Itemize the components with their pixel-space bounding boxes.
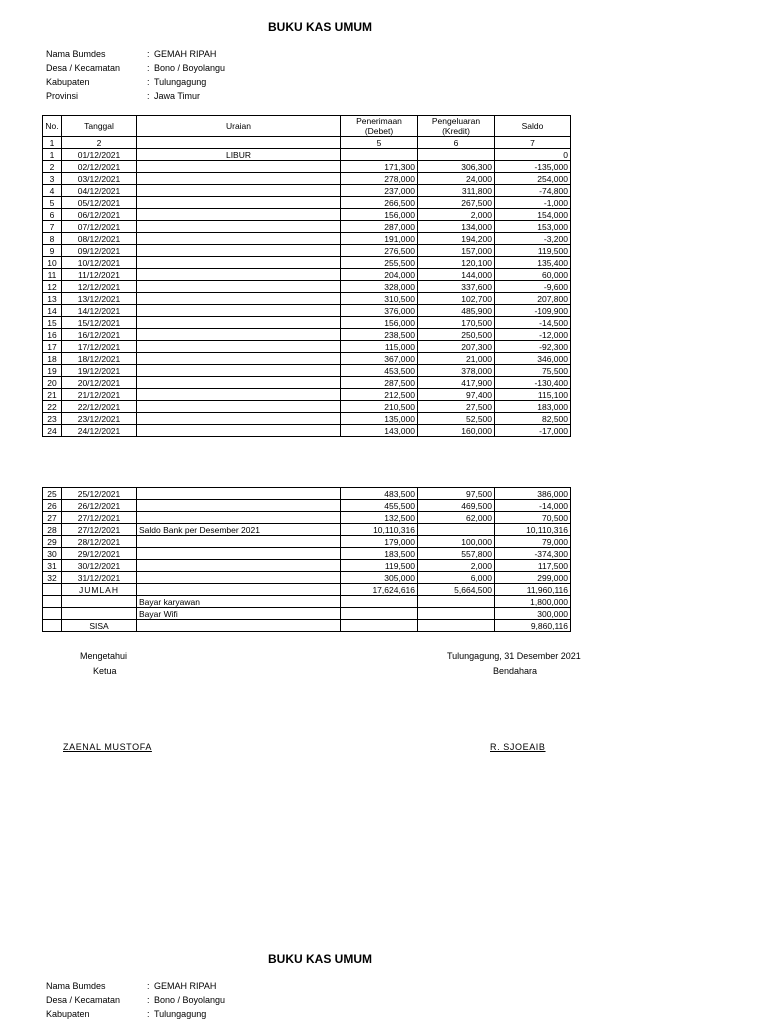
table-header-row — [43, 116, 571, 137]
row-pengeluaran: 6,000 — [418, 572, 495, 584]
row-penerimaan: 10,110,316 — [341, 524, 418, 536]
row-pengeluaran: 100,000 — [418, 536, 495, 548]
row-saldo: 60,000 — [495, 269, 571, 281]
row-penerimaan: 156,000 — [341, 209, 418, 221]
row-penerimaan: 453,500 — [341, 365, 418, 377]
row-saldo: 153,000 — [495, 221, 571, 233]
jumlah-saldo: 11,960,116 — [495, 584, 571, 596]
table-row — [43, 149, 571, 161]
table-row — [43, 269, 571, 281]
info-row — [46, 993, 225, 1007]
column-index-row — [43, 137, 571, 149]
row-date: 04/12/2021 — [62, 185, 137, 197]
jumlah-label: JUMLAH — [62, 584, 137, 596]
row-penerimaan — [341, 149, 418, 161]
row-description — [137, 512, 341, 524]
header-uraian: Uraian — [137, 116, 341, 137]
row-pengeluaran: 207,300 — [418, 341, 495, 353]
row-description — [137, 233, 341, 245]
row-date: 09/12/2021 — [62, 245, 137, 257]
table-row — [43, 353, 571, 365]
row-description — [137, 365, 341, 377]
row-number: 7 — [43, 221, 62, 233]
row-saldo: 82,500 — [495, 413, 571, 425]
row-number: 26 — [43, 500, 62, 512]
row-pengeluaran: 194,200 — [418, 233, 495, 245]
row-penerimaan: 455,500 — [341, 500, 418, 512]
signature-left-role: Ketua — [93, 666, 117, 676]
row-number: 6 — [43, 209, 62, 221]
signature-right-name: R. SJOEAIB — [490, 742, 546, 752]
row-penerimaan: 135,000 — [341, 413, 418, 425]
sisa-label: SISA — [62, 620, 137, 632]
row-saldo: -109,900 — [495, 305, 571, 317]
row-description — [137, 548, 341, 560]
row-date: 31/12/2021 — [62, 572, 137, 584]
row-number: 25 — [43, 488, 62, 500]
row-penerimaan: 115,000 — [341, 341, 418, 353]
row-pengeluaran: 157,000 — [418, 245, 495, 257]
row-date: 16/12/2021 — [62, 329, 137, 341]
info-separator: : — [147, 49, 150, 59]
table-row — [43, 512, 571, 524]
row-saldo: -74,800 — [495, 185, 571, 197]
row-date: 27/12/2021 — [62, 512, 137, 524]
row-penerimaan: 255,500 — [341, 257, 418, 269]
table-row — [43, 257, 571, 269]
row-saldo: 207,800 — [495, 293, 571, 305]
signature-right-place-date: Tulungagung, 31 Desember 2021 — [447, 651, 581, 661]
row-penerimaan: 237,000 — [341, 185, 418, 197]
row-date: 18/12/2021 — [62, 353, 137, 365]
row-number: 3 — [43, 173, 62, 185]
table-row — [43, 221, 571, 233]
row-date: 22/12/2021 — [62, 401, 137, 413]
row-number: 32 — [43, 572, 62, 584]
row-pengeluaran — [418, 524, 495, 536]
row-pengeluaran: 2,000 — [418, 209, 495, 221]
header-pengeluaran — [418, 116, 495, 137]
row-date: 27/12/2021 — [62, 524, 137, 536]
table-row — [43, 389, 571, 401]
row-penerimaan: 204,000 — [341, 269, 418, 281]
row-date: 26/12/2021 — [62, 500, 137, 512]
row-number: 17 — [43, 341, 62, 353]
row-penerimaan: 179,000 — [341, 536, 418, 548]
info-row — [46, 89, 225, 103]
table-row — [43, 413, 571, 425]
row-pengeluaran — [418, 149, 495, 161]
table-row — [43, 185, 571, 197]
row-pengeluaran: 24,000 — [418, 173, 495, 185]
info-separator: : — [147, 981, 150, 991]
row-date: 17/12/2021 — [62, 341, 137, 353]
extra-saldo: 1,800,000 — [495, 596, 571, 608]
row-pengeluaran: 170,500 — [418, 317, 495, 329]
row-description — [137, 377, 341, 389]
document-title: BUKU KAS UMUM — [268, 20, 372, 34]
table-row — [43, 173, 571, 185]
row-description — [137, 197, 341, 209]
row-number: 13 — [43, 293, 62, 305]
row-date: 08/12/2021 — [62, 233, 137, 245]
row-number: 22 — [43, 401, 62, 413]
table-row — [43, 197, 571, 209]
row-date: 21/12/2021 — [62, 389, 137, 401]
row-pengeluaran: 62,000 — [418, 512, 495, 524]
row-pengeluaran: 557,800 — [418, 548, 495, 560]
table-row — [43, 488, 571, 500]
table-row — [43, 317, 571, 329]
row-pengeluaran: 267,500 — [418, 197, 495, 209]
row-saldo: 183,000 — [495, 401, 571, 413]
row-date: 11/12/2021 — [62, 269, 137, 281]
ledger-body-part2 — [43, 488, 571, 584]
row-saldo: 115,100 — [495, 389, 571, 401]
row-date: 13/12/2021 — [62, 293, 137, 305]
row-description — [137, 221, 341, 233]
column-index: 6 — [418, 137, 495, 149]
row-date: 02/12/2021 — [62, 161, 137, 173]
row-pengeluaran: 378,000 — [418, 365, 495, 377]
row-description — [137, 281, 341, 293]
row-saldo: -9,600 — [495, 281, 571, 293]
row-description — [137, 389, 341, 401]
row-penerimaan: 287,000 — [341, 221, 418, 233]
row-saldo: -3,200 — [495, 233, 571, 245]
row-saldo: 10,110,316 — [495, 524, 571, 536]
header-pengeluaran-line2: (Kredit) — [442, 126, 470, 136]
row-penerimaan: 367,000 — [341, 353, 418, 365]
info-separator: : — [147, 91, 150, 101]
table-row — [43, 548, 571, 560]
row-saldo: 135,400 — [495, 257, 571, 269]
header-no: No. — [43, 116, 62, 137]
row-description — [137, 329, 341, 341]
row-saldo: 154,000 — [495, 209, 571, 221]
column-index: 7 — [495, 137, 571, 149]
row-number: 14 — [43, 305, 62, 317]
jumlah-row — [43, 584, 571, 596]
table-row — [43, 293, 571, 305]
signature-left-name: ZAENAL MUSTOFA — [63, 742, 152, 752]
row-date: 23/12/2021 — [62, 413, 137, 425]
row-pengeluaran: 417,900 — [418, 377, 495, 389]
row-date: 06/12/2021 — [62, 209, 137, 221]
signature-right-role: Bendahara — [493, 666, 538, 676]
row-saldo: 79,000 — [495, 536, 571, 548]
table-row — [43, 281, 571, 293]
row-saldo: 75,500 — [495, 365, 571, 377]
row-saldo: -135,000 — [495, 161, 571, 173]
row-description — [137, 413, 341, 425]
row-date: 19/12/2021 — [62, 365, 137, 377]
row-penerimaan: 328,000 — [341, 281, 418, 293]
info-value: Bono / Boyolangu — [154, 63, 226, 73]
header-pengeluaran-line1: Pengeluaran — [431, 116, 481, 126]
info-label: Provinsi — [46, 91, 79, 101]
ledger-body-part1 — [43, 149, 571, 437]
row-saldo: 119,500 — [495, 245, 571, 257]
row-number: 20 — [43, 377, 62, 389]
row-pengeluaran: 160,000 — [418, 425, 495, 437]
row-description — [137, 488, 341, 500]
table-row — [43, 209, 571, 221]
row-pengeluaran: 250,500 — [418, 329, 495, 341]
row-pengeluaran: 144,000 — [418, 269, 495, 281]
info-label: Desa / Kecamatan — [46, 63, 121, 73]
row-penerimaan: 132,500 — [341, 512, 418, 524]
row-number: 12 — [43, 281, 62, 293]
row-number: 9 — [43, 245, 62, 257]
row-saldo: 386,000 — [495, 488, 571, 500]
signature-left-title: Mengetahui — [80, 651, 128, 661]
info-value: Jawa Timur — [154, 91, 201, 101]
extra-row — [43, 596, 571, 608]
row-description — [137, 353, 341, 365]
row-description — [137, 293, 341, 305]
row-date: 14/12/2021 — [62, 305, 137, 317]
row-description — [137, 305, 341, 317]
table-row — [43, 500, 571, 512]
extra-row — [43, 608, 571, 620]
table-row — [43, 524, 571, 536]
table-row — [43, 233, 571, 245]
info-value: Tulungagung — [154, 77, 207, 87]
row-number: 10 — [43, 257, 62, 269]
row-saldo: 299,000 — [495, 572, 571, 584]
row-date: 10/12/2021 — [62, 257, 137, 269]
row-saldo: 346,000 — [495, 353, 571, 365]
row-pengeluaran: 485,900 — [418, 305, 495, 317]
header-penerimaan-line2: (Debet) — [364, 126, 394, 136]
ledger-table-part2 — [42, 487, 571, 632]
row-number: 31 — [43, 560, 62, 572]
row-number: 8 — [43, 233, 62, 245]
row-pengeluaran: 102,700 — [418, 293, 495, 305]
table-row — [43, 572, 571, 584]
info-row — [46, 47, 225, 61]
row-saldo: -17,000 — [495, 425, 571, 437]
row-pengeluaran: 97,500 — [418, 488, 495, 500]
info-label: Kabupaten — [46, 77, 90, 87]
page2-info-block — [46, 979, 225, 1021]
table-row — [43, 341, 571, 353]
info-separator: : — [147, 995, 150, 1005]
row-pengeluaran: 52,500 — [418, 413, 495, 425]
info-value: GEMAH RIPAH — [154, 49, 217, 59]
row-date: 25/12/2021 — [62, 488, 137, 500]
extra-saldo: 300,000 — [495, 608, 571, 620]
row-pengeluaran: 311,800 — [418, 185, 495, 197]
row-date: 30/12/2021 — [62, 560, 137, 572]
column-index — [137, 137, 341, 149]
row-description: LIBUR — [137, 149, 341, 161]
header-saldo: Saldo — [495, 116, 571, 137]
row-penerimaan: 287,500 — [341, 377, 418, 389]
row-number: 15 — [43, 317, 62, 329]
jumlah-penerimaan: 17,624,616 — [341, 584, 418, 596]
row-description — [137, 209, 341, 221]
row-saldo: -12,000 — [495, 329, 571, 341]
row-pengeluaran: 306,300 — [418, 161, 495, 173]
row-pengeluaran: 120,100 — [418, 257, 495, 269]
info-value: Tulungagung — [154, 1009, 207, 1019]
row-penerimaan: 310,500 — [341, 293, 418, 305]
row-pengeluaran: 134,000 — [418, 221, 495, 233]
row-number: 2 — [43, 161, 62, 173]
row-date: 05/12/2021 — [62, 197, 137, 209]
table-row — [43, 161, 571, 173]
row-saldo: 254,000 — [495, 173, 571, 185]
info-row — [46, 979, 225, 993]
row-description — [137, 269, 341, 281]
table-row — [43, 377, 571, 389]
row-description — [137, 317, 341, 329]
row-date: 15/12/2021 — [62, 317, 137, 329]
row-description — [137, 500, 341, 512]
row-penerimaan: 212,500 — [341, 389, 418, 401]
table-row — [43, 329, 571, 341]
info-separator: : — [147, 63, 150, 73]
row-date: 20/12/2021 — [62, 377, 137, 389]
row-number: 1 — [43, 149, 62, 161]
row-description — [137, 245, 341, 257]
info-row — [46, 61, 225, 75]
row-penerimaan: 305,000 — [341, 572, 418, 584]
row-penerimaan: 376,000 — [341, 305, 418, 317]
info-separator: : — [147, 1009, 150, 1019]
extra-uraian: Bayar karyawan — [137, 596, 341, 608]
row-number: 19 — [43, 365, 62, 377]
row-number: 4 — [43, 185, 62, 197]
row-number: 29 — [43, 536, 62, 548]
row-pengeluaran: 2,000 — [418, 560, 495, 572]
row-penerimaan: 278,000 — [341, 173, 418, 185]
row-description — [137, 341, 341, 353]
row-number: 21 — [43, 389, 62, 401]
row-date: 12/12/2021 — [62, 281, 137, 293]
column-index: 1 — [43, 137, 62, 149]
row-date: 29/12/2021 — [62, 548, 137, 560]
row-penerimaan: 171,300 — [341, 161, 418, 173]
row-number: 23 — [43, 413, 62, 425]
row-saldo: 70,500 — [495, 512, 571, 524]
info-separator: : — [147, 77, 150, 87]
jumlah-pengeluaran: 5,664,500 — [418, 584, 495, 596]
row-number: 5 — [43, 197, 62, 209]
info-label: Nama Bumdes — [46, 49, 106, 59]
row-number: 16 — [43, 329, 62, 341]
info-value: Bono / Boyolangu — [154, 995, 226, 1005]
row-pengeluaran: 27,500 — [418, 401, 495, 413]
column-index: 5 — [341, 137, 418, 149]
row-number: 27 — [43, 512, 62, 524]
row-description — [137, 536, 341, 548]
row-penerimaan: 156,000 — [341, 317, 418, 329]
row-saldo: -374,300 — [495, 548, 571, 560]
table-row — [43, 536, 571, 548]
row-description — [137, 560, 341, 572]
row-description: Saldo Bank per Desember 2021 — [137, 524, 341, 536]
row-date: 24/12/2021 — [62, 425, 137, 437]
info-block — [46, 47, 225, 103]
row-penerimaan: 119,500 — [341, 560, 418, 572]
row-number: 28 — [43, 524, 62, 536]
row-penerimaan: 143,000 — [341, 425, 418, 437]
row-description — [137, 161, 341, 173]
table-row — [43, 245, 571, 257]
row-saldo: -130,400 — [495, 377, 571, 389]
table-row — [43, 401, 571, 413]
info-value: GEMAH RIPAH — [154, 981, 217, 991]
row-description — [137, 572, 341, 584]
row-saldo: -14,000 — [495, 500, 571, 512]
row-pengeluaran: 469,500 — [418, 500, 495, 512]
info-row — [46, 1007, 225, 1021]
row-saldo: -14,500 — [495, 317, 571, 329]
column-index: 2 — [62, 137, 137, 149]
info-label: Nama Bumdes — [46, 981, 106, 991]
header-tanggal: Tanggal — [62, 116, 137, 137]
info-row — [46, 75, 225, 89]
row-pengeluaran: 21,000 — [418, 353, 495, 365]
row-number: 24 — [43, 425, 62, 437]
ledger-summary — [43, 584, 571, 632]
row-pengeluaran: 97,400 — [418, 389, 495, 401]
row-saldo: 0 — [495, 149, 571, 161]
info-label: Kabupaten — [46, 1009, 90, 1019]
page2-document-title: BUKU KAS UMUM — [268, 952, 372, 966]
row-number: 30 — [43, 548, 62, 560]
row-penerimaan: 191,000 — [341, 233, 418, 245]
table-row — [43, 425, 571, 437]
row-saldo: -92,300 — [495, 341, 571, 353]
row-saldo: 117,500 — [495, 560, 571, 572]
row-penerimaan: 183,500 — [341, 548, 418, 560]
sisa-saldo: 9,860,116 — [495, 620, 571, 632]
row-penerimaan: 210,500 — [341, 401, 418, 413]
extra-uraian: Bayar Wifi — [137, 608, 341, 620]
ledger-table-part1 — [42, 115, 571, 437]
row-number: 18 — [43, 353, 62, 365]
sisa-row — [43, 620, 571, 632]
row-penerimaan: 266,500 — [341, 197, 418, 209]
header-penerimaan — [341, 116, 418, 137]
row-penerimaan: 238,500 — [341, 329, 418, 341]
table-row — [43, 560, 571, 572]
row-date: 01/12/2021 — [62, 149, 137, 161]
header-penerimaan-line1: Penerimaan — [356, 116, 402, 126]
row-description — [137, 425, 341, 437]
row-description — [137, 401, 341, 413]
row-saldo: -1,000 — [495, 197, 571, 209]
row-penerimaan: 483,500 — [341, 488, 418, 500]
table-row — [43, 365, 571, 377]
row-description — [137, 185, 341, 197]
row-date: 03/12/2021 — [62, 173, 137, 185]
row-pengeluaran: 337,600 — [418, 281, 495, 293]
info-label: Desa / Kecamatan — [46, 995, 121, 1005]
row-penerimaan: 276,500 — [341, 245, 418, 257]
row-date: 28/12/2021 — [62, 536, 137, 548]
table-row — [43, 305, 571, 317]
row-date: 07/12/2021 — [62, 221, 137, 233]
row-description — [137, 173, 341, 185]
row-description — [137, 257, 341, 269]
row-number: 11 — [43, 269, 62, 281]
